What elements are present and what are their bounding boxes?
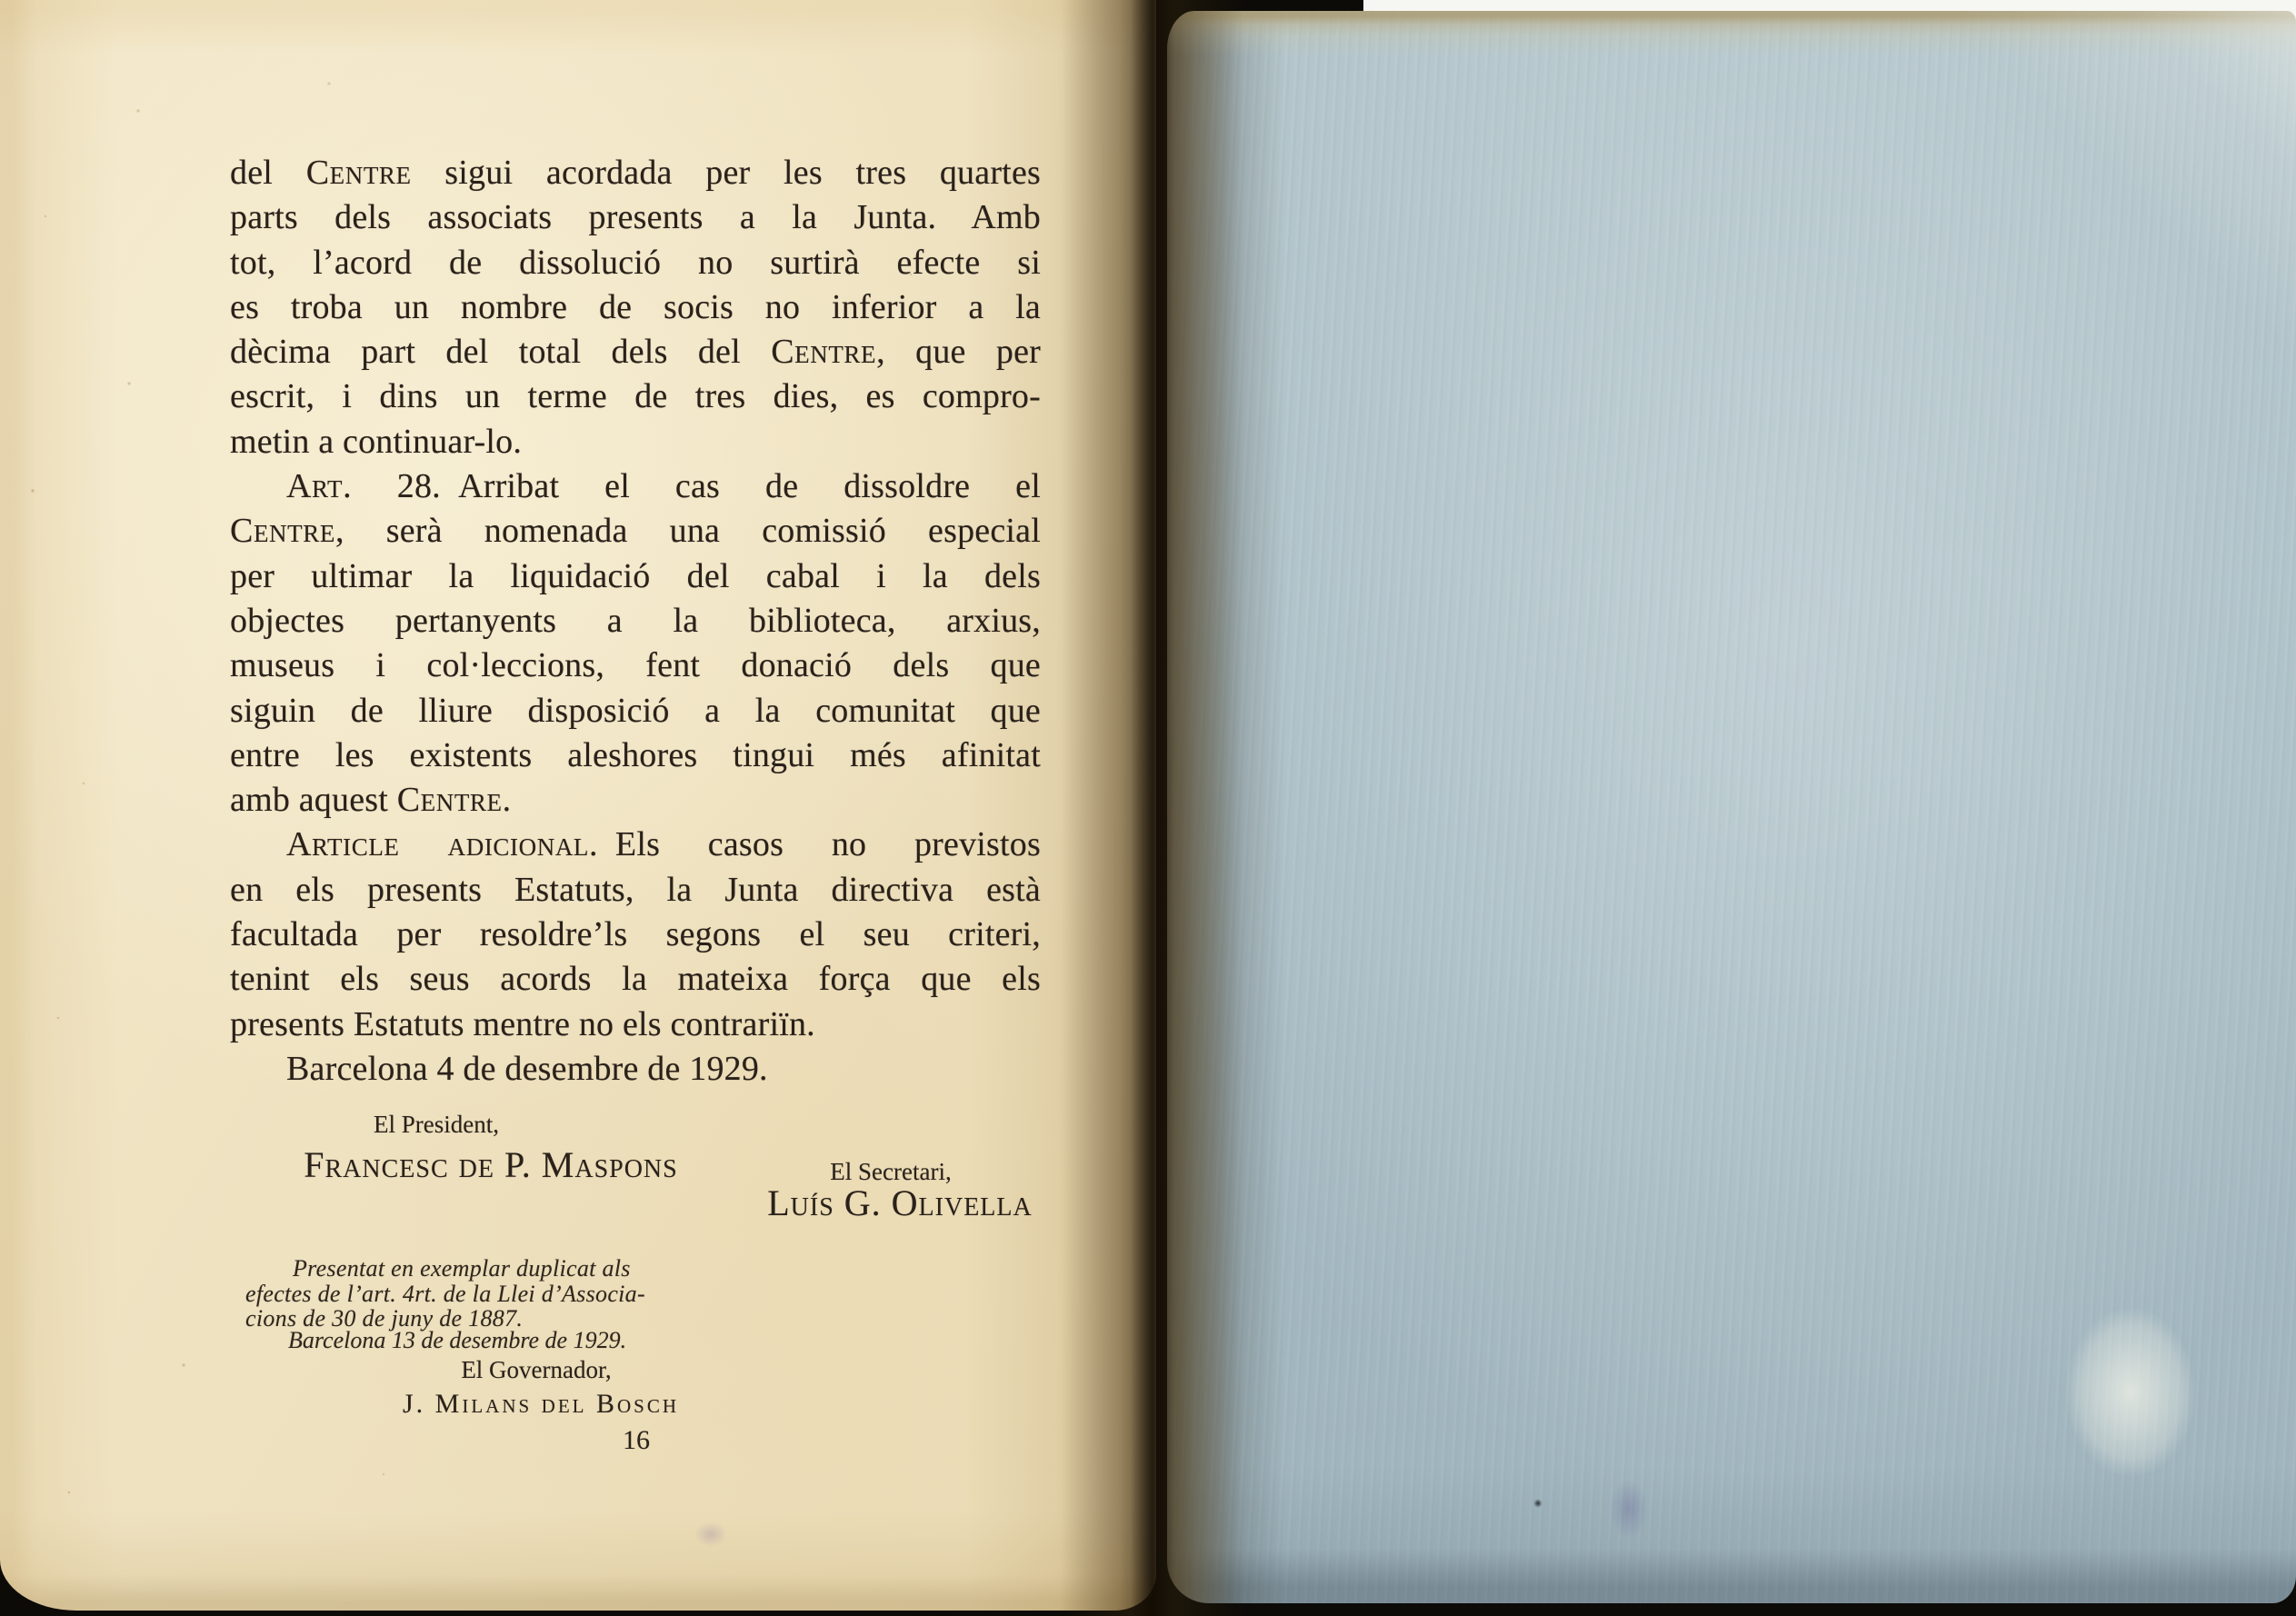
- secretary-label: El Secretari,: [830, 1158, 952, 1185]
- body-line: Centre, serà nomenada una comissió especial: [230, 512, 1041, 551]
- body-line: en els presents Estatuts, la Junta directiva està: [230, 870, 1041, 909]
- body-line: Barcelona 4 de desembre de 1929.: [286, 1049, 768, 1088]
- notice-lines: [245, 1256, 741, 1332]
- president-name: Francesc de P. Maspons: [304, 1144, 678, 1185]
- body-line: objectes pertanyents a la biblioteca, arxius,: [230, 601, 1041, 640]
- body-line: Art. 28. Arribat el cas de dissoldre el: [286, 467, 1041, 506]
- notice-line: cions de 30 de juny de 1887.: [245, 1305, 524, 1332]
- body-line: Article adicional. Els casos no previstos: [286, 825, 1041, 864]
- body-line: es troba un nombre de socis no inferior a la: [230, 287, 1041, 326]
- right-page-blank-blue-cover: [1167, 11, 2296, 1603]
- body-line: amb aquest Centre.: [230, 781, 512, 820]
- notice-line: efectes de l’art. 4rt. de la Llei d’Associa-: [245, 1280, 645, 1307]
- body-line: museus i col·leccions, fent donació dels que: [230, 646, 1041, 685]
- body-line: entre les existents aleshores tingui més afinitat: [230, 735, 1041, 774]
- body-line: parts dels associats presents a la Junta. Amb: [230, 198, 1041, 237]
- body-line: tenint els seus acords la mateixa força que els: [230, 960, 1041, 999]
- body-line: presents Estatuts mentre no els contrariïn.: [230, 1004, 815, 1043]
- page-number: 16: [623, 1425, 650, 1455]
- governor-name: J. Milans del Bosch: [402, 1389, 680, 1419]
- body-line: siguin de lliure disposició a la comunitat que: [230, 691, 1041, 730]
- body-line: metin a continuar-lo.: [230, 422, 523, 461]
- body-line: facultada per resoldre’ls segons el seu criteri,: [230, 915, 1041, 954]
- body-line: tot, l’acord de dissolució no surtirà efecte si: [230, 243, 1041, 282]
- secretary-name: Luís G. Olivella: [767, 1182, 1033, 1223]
- governor-label: El Governador,: [461, 1356, 612, 1383]
- body-line: escrit, i dins un terme de tres dies, es compro-: [230, 377, 1041, 416]
- notice-date: Barcelona 13 de desembre de 1929.: [288, 1327, 627, 1353]
- body-line: del Centre sigui acordada per les tres quartes: [230, 154, 1041, 192]
- body-line: dècima part del total dels del Centre, que per: [230, 333, 1042, 372]
- body-text: [230, 151, 1041, 1092]
- body-line: per ultimar la liquidació del cabal i la dels: [230, 556, 1041, 595]
- notice-line: Presentat en exemplar duplicat als: [293, 1255, 631, 1282]
- president-label: El President,: [374, 1111, 499, 1138]
